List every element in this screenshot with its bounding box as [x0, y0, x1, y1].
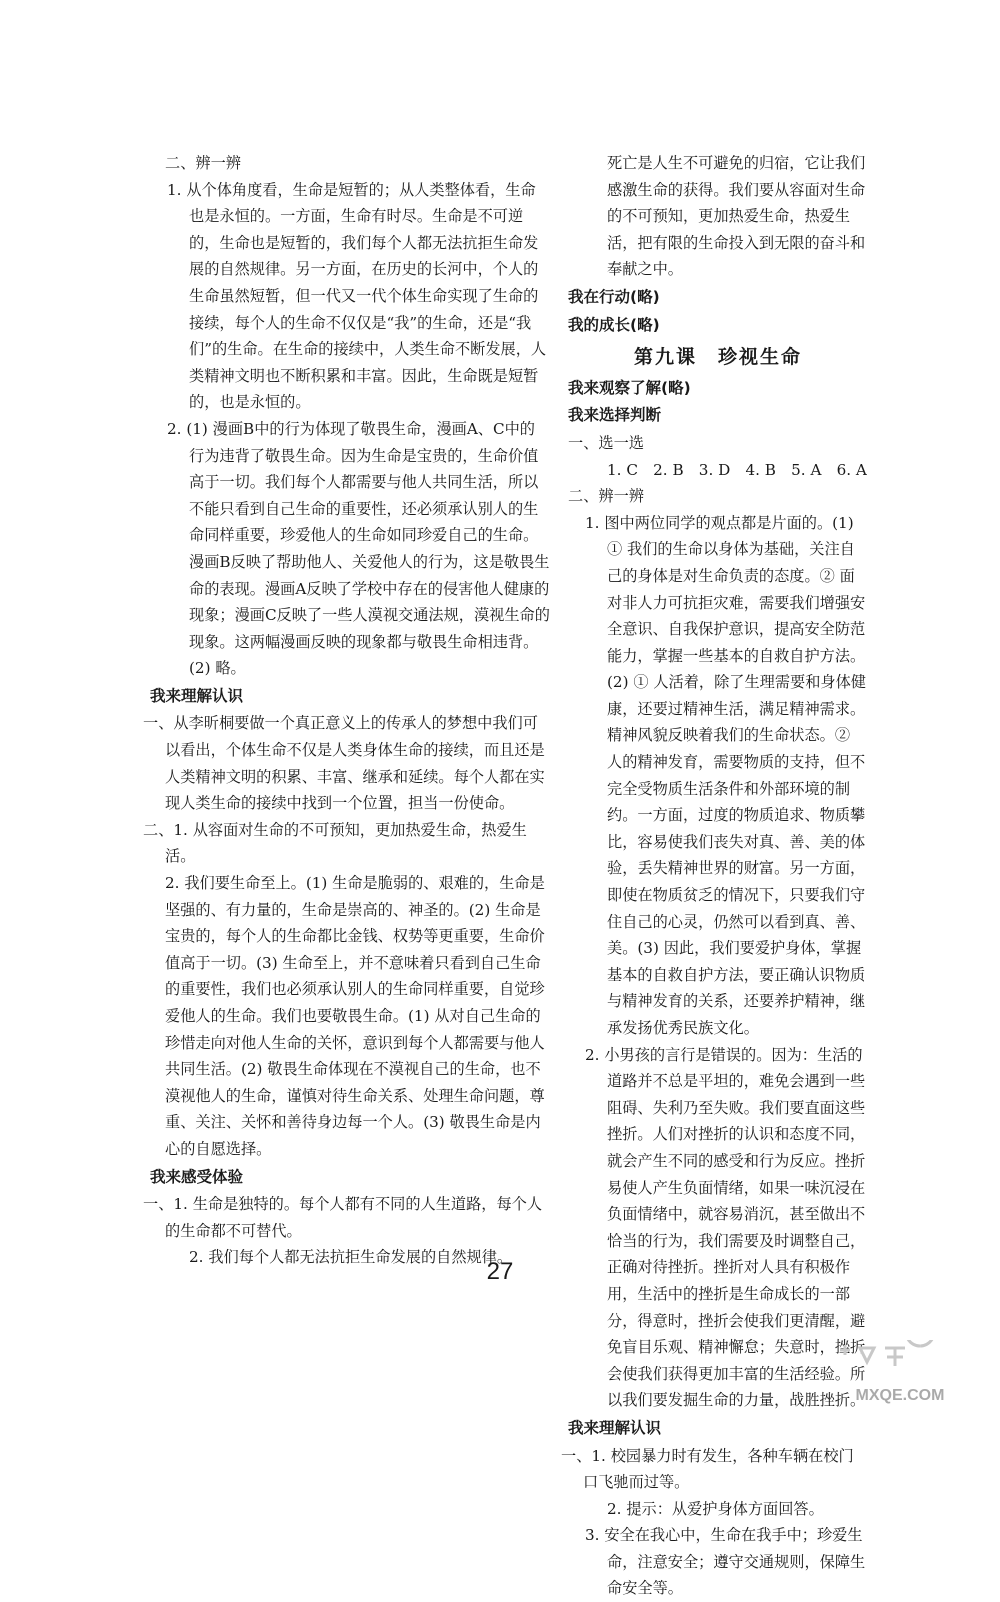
text-line: 1. 从个体角度看，生命是短暂的；从人类整体看，生命也是永恒的。一方面，生命有时尽。生命是不可逆的，生命也是短暂的，我们每个人都无法抗拒生命发展的自然规律。另一方面，在历史的长河中，个人的生命虽然短暂，但一代又一代个体生命实现了生命的接续，每个人的生命不仅仅是“我”的生命，还是“我们”的生命。在生命的接续中，人类生命不断发展，人类精神文明也不断积累和丰富。因此，生命既是短暂的，也是永恒的。: [167, 180, 547, 412]
left-column: [143, 150, 550, 1271]
text-line: 2. 我们要生命至上。(1) 生命是脆弱的、艰难的，生命是坚强的、有力量的，生命是崇高的、神圣的。(2) 生命是宝贵的，每个人的生命都比金钱、权势等更重要，生命价值高于一切。(3) 生命至上，并不意味着只看到自己生命的重要性，我们也必须承认别人的生命同样重要，自觉珍爱他人的生命。我们也要敬畏生命。(1) 从对自己生命的珍惜走向对他人生命的关怀，意识到每个人都需要与他人共同生活。(2) 敬畏生命体现在不漠视自己的生命，也不漠视他人的生命，谨慎对待生命关系、处理生命问题，尊重、关注、关怀和善待身边每一个人。(3) 敬畏生命是内心的自愿选择。: [165, 874, 545, 1158]
section-heading: 我来理解认识: [150, 686, 244, 705]
page-number: 27: [486, 1258, 514, 1285]
text-line: 2. 小男孩的言行是错误的。因为：生活的道路并不总是平坦的，难免会遇到一些阻碍、失利乃至失败。我们要直面这些挫折。人们对挫折的认识和态度不同，就会产生不同的感受和行为反应。挫折易使人产生负面情绪，如果一味沉浸在负面情绪中，就容易消沉，甚至做出不恰当的行为，我们需要及时调整自己，正确对待挫折。挫折对人具有积极作用，生活中的挫折是生命成长的一部分，得意时，挫折会使我们更清醒，避免盲目乐观、精神懈怠；失意时，挫折会使我们获得更加丰富的生活经验。所以我们要发掘生命的力量，战胜挫折。: [585, 1045, 866, 1410]
text-line: 一、1. 校园暴力时有发生，各种车辆在校门口飞驰而过等。: [561, 1446, 854, 1492]
text-line: 一、选一选: [568, 433, 644, 452]
text-line: 1. 图中两位同学的观点都是片面的。(1) ① 我们的生命以身体为基础，关注自己的身体是对生命负责的态度。② 面对非人力可抗拒灾难，需要我们增强安全意识、自我保护意识，提高安全防范能力，掌握一些基本的自救自护方法。(2) ① 人活着，除了生理需要和身体健康，还要过精神生活，满足精神需求。精神风貌反映着我们的生命状态。② 人的精神发育，需要物质的支持，但不完全受物质生活条件和外部环境的制约。一方面，过度的物质追求、物质攀比，容易使我们丧失对真、善、美的体验，丢失精神世界的财富。另一方面，即使在物质贫乏的情况下，只要我们守住自己的心灵，仍然可以看到真、善、美。(3) 因此，我们要爱护身体，掌握基本的自救自护方法，要正确认识物质与精神发育的关系，还要养护精神，继承发扬优秀民族文化。: [585, 513, 866, 1037]
text-line: 3. 安全在我心中，生命在我手中；珍爱生命，注意安全；遵守交通规则，保障生命安全等。: [585, 1526, 866, 1598]
text-line: 2. 提示：从爱护身体方面回答。: [607, 1499, 824, 1518]
watermark-logo: [830, 1340, 970, 1410]
text-line: 一、1. 生命是独特的。每个人都有不同的人生道路，每个人的生命都不可替代。: [143, 1195, 543, 1240]
text-line: (2) 略。: [189, 659, 246, 678]
right-column: [561, 150, 868, 1602]
section-heading: 我的成长(略): [568, 315, 660, 334]
section-heading: 我在行动(略): [568, 287, 660, 306]
text-line: 2. 我们每个人都无法抗拒生命发展的自然规律。: [189, 1248, 513, 1267]
section-heading: 我来理解认识: [568, 1418, 662, 1437]
text-line: 一、从李昕桐要做一个真正意义上的传承人的梦想中我们可以看出，个体生命不仅是人类身体生命的接续，而且还是人类精神文明的积累、丰富、继承和延续。每个人都在实现人类生命的接续中找到一个位置，担当一份使命。: [143, 714, 545, 813]
text-line: 死亡是人生不可避免的归宿，它让我们感激生命的获得。我们要从容面对生命的不可预知，更加热爱生命，热爱生活，把有限的生命投入到无限的奋斗和奉献之中。: [607, 154, 866, 279]
text-line: 二、辨一辨: [165, 154, 241, 172]
text-line: 二、1. 从容面对生命的不可预知，更加热爱生命，热爱生活。: [143, 820, 527, 866]
text-line: 2. (1) 漫画B中的行为体现了敬畏生命，漫画A、C中的行为违背了敬畏生命。因为生命是宝贵的，生命价值高于一切。我们每个人都需要与他人共同生活，所以不能只看到自己生命的重要性，还必须承认别人的生命同样重要，珍爱他人的生命如同珍爱自己的生命。漫画B反映了帮助他人、关爱他人的行为，这是敬畏生命的表现。漫画A反映了学校中存在的侵害他人健康的现象；漫画C反映了一些人漠视交通法规，漠视生命的现象。这两幅漫画反映的现象都与敬畏生命相违背。: [167, 419, 550, 651]
lesson-title: 第九课 珍视生命: [633, 346, 802, 369]
watermark-text: MXQE.COM: [855, 1387, 945, 1404]
watermark-graphic: [840, 1340, 934, 1366]
section-heading: 我来感受体验: [150, 1167, 244, 1186]
text-line: 1. C 2. B 3. D 4. B 5. A 6. A: [607, 460, 867, 479]
section-heading: 我来观察了解(略): [568, 378, 691, 397]
text-line: 二、辨一辨: [568, 487, 644, 506]
section-heading: 我来选择判断: [568, 406, 662, 425]
